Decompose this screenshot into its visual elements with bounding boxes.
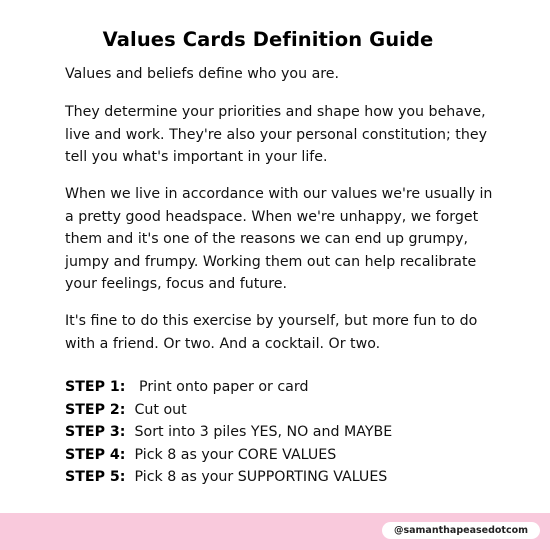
step-item [65,444,525,467]
exercise-paragraph: It's fine to do this exercise by yourself, but more fun to do with a friend. Or two. And a cocktail. Or two. [65,313,478,352]
headspace-paragraph: When we live in accordance with our values we're usually in a pretty good headspace. When we're unhappy, we forget them and it's one of the reasons we can end up grumpy, jumpy and frumpy. Working them out can help recalibrate your feelings, focus and future. [65,186,493,292]
step-label: STEP 5: [65,469,126,485]
intro-paragraph: Values and beliefs define who you are. [65,66,340,82]
step-text: Pick 8 as your CORE VALUES [134,446,337,463]
step-item [65,376,525,399]
step-item [65,399,525,422]
social-handle: @samanthapeasedotcom [382,522,540,539]
page-title: Values Cards Definition Guide [102,28,434,51]
step-text: Pick 8 as your SUPPORTING VALUES [134,469,388,485]
step-item [65,421,525,444]
step-label: STEP 3: [65,424,126,440]
step-text: Sort into 3 piles YES, NO and MAYBE [134,424,393,440]
step-label: STEP 1: [65,379,126,395]
step-label: STEP 4: [65,446,126,463]
step-label: STEP 2: [65,401,126,418]
footer-bar [0,513,550,550]
step-text: Print onto paper or card [139,379,309,395]
priorities-paragraph: They determine your priorities and shape how you behave, live and work. They're also your personal constitution; they tell you what's important in your life. [65,104,487,165]
step-text: Cut out [134,401,187,418]
steps-list [65,376,525,489]
step-item [65,466,525,489]
